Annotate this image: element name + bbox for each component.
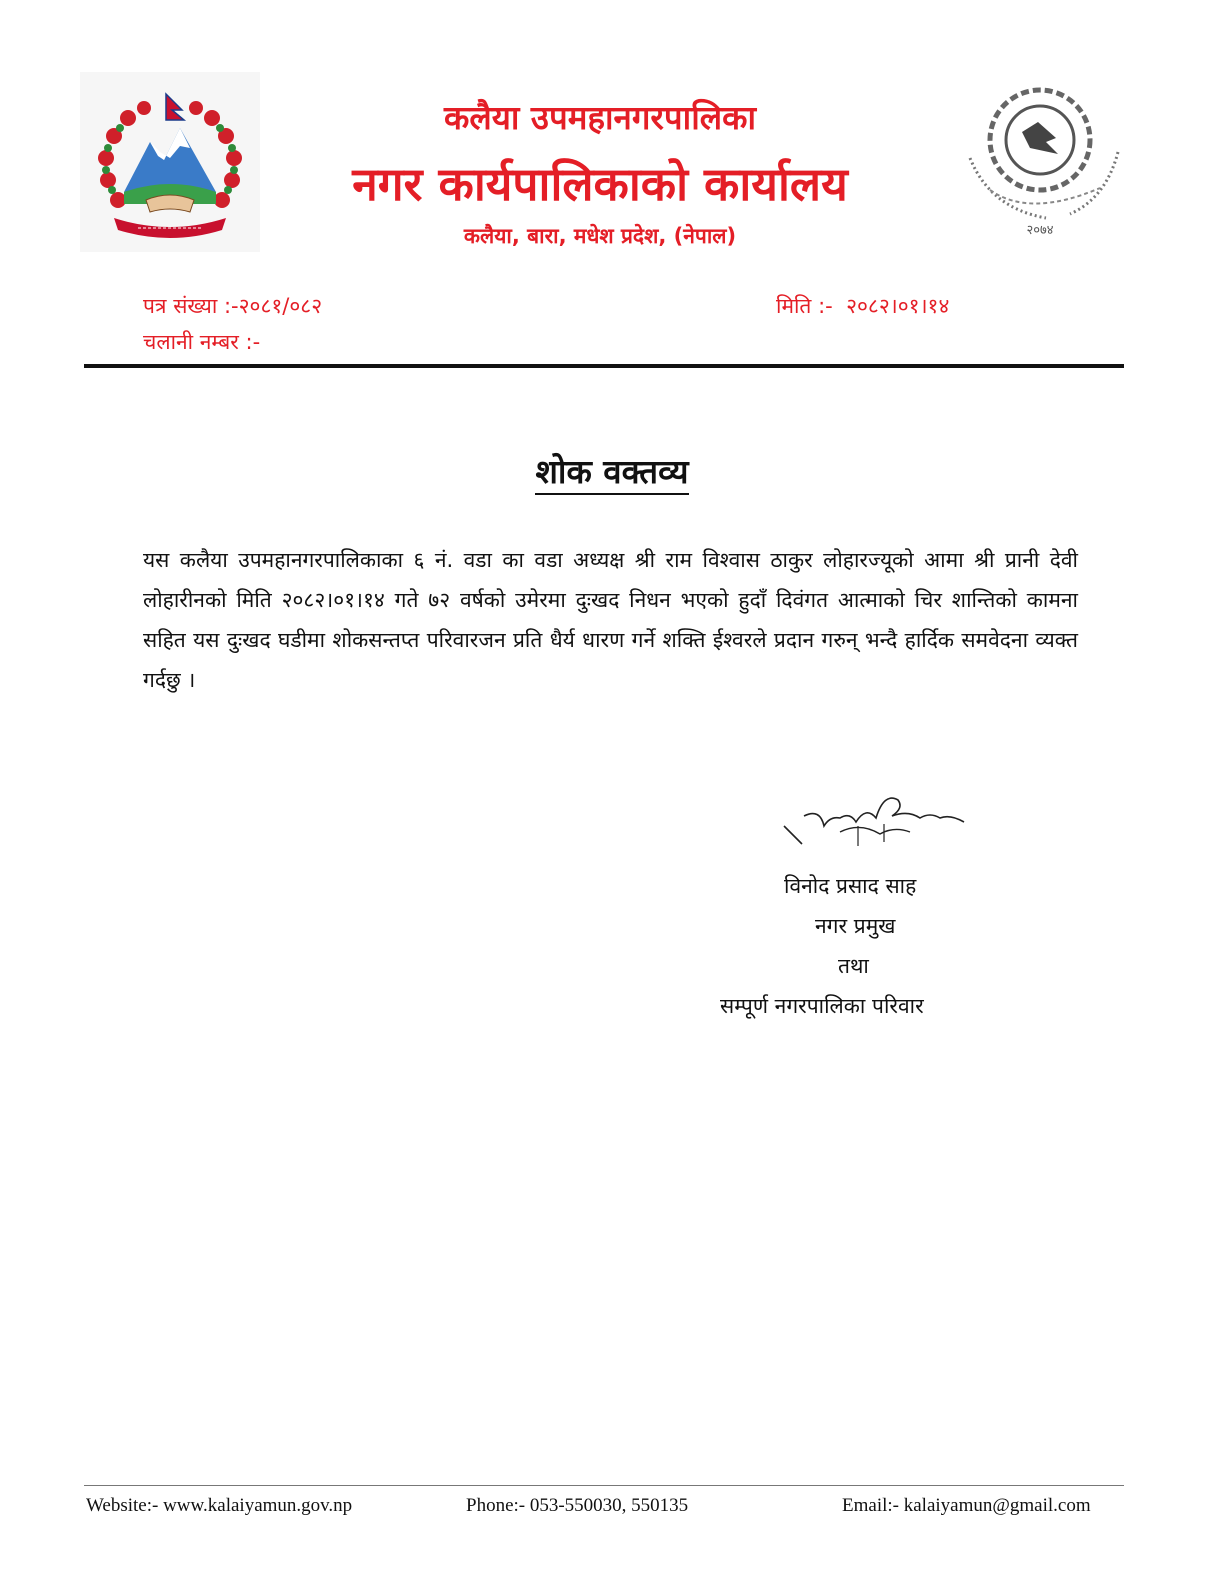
letter-number-value: २०८१/०८२ (238, 294, 323, 318)
footer-website: Website:- www.kalaiyamun.gov.np (86, 1495, 353, 1516)
condolence-paragraph: यस कलैया उपमहानगरपालिकाका ६ नं. वडा का वडा अध्यक्ष श्री राम विश्वास ठाकुर लोहारज्यूको आमा श्री प्रानी देवी लोहारीनको मिति २०८२।०१।१४ गते ७२ वर्षको उमेरमा दुःखद निधन भएको हुदाँ दिवंगत आत्माको चिर शान्तिको कामना सहित यस दुःखद घडीमा शोकसन्तप्त परिवारजन प्रति धैर्य धारण गर्ने शक्ति ईश्वरले प्रदान गरुन् भन्दै हार्दिक समवेदना व्यक्त गर्दछु । (143, 548, 1078, 692)
dispatch-number (143, 328, 260, 356)
document-title-text: शोक वक्तव्य (535, 452, 688, 495)
letter-number-label: पत्र संख्या :- (143, 294, 239, 318)
footer-email: Email:- kalaiyamun@gmail.com (842, 1495, 1091, 1516)
nepal-emblem-logo (80, 72, 260, 252)
office-address: कलैया, बारा, मधेश प्रदेश, (नेपाल) (463, 224, 737, 248)
document-title (0, 448, 1224, 493)
office-name: नगर कार्यपालिकाको कार्यालय (352, 157, 848, 211)
signatory-designation: नगर प्रमुख (815, 914, 896, 938)
header-divider (84, 364, 1124, 368)
seal-year: २०७४ (1026, 223, 1054, 238)
municipality-name: कलैया उपमहानगरपालिका (443, 98, 757, 137)
signature-conjunction: तथा (838, 954, 869, 978)
signatory-name: विनोद प्रसाद साह (784, 874, 917, 898)
letter-date (776, 292, 949, 320)
footer-divider (84, 1485, 1124, 1486)
date-value: २०८२।०१।१४ (846, 294, 950, 318)
dispatch-number-label: चलानी नम्बर :- (143, 330, 261, 354)
footer-phone: Phone:- 053-550030, 550135 (466, 1495, 689, 1516)
letter-number (143, 292, 322, 320)
signatory-organization: सम्पूर्ण नगरपालिका परिवार (720, 994, 924, 1018)
handwritten-signature (780, 786, 970, 858)
office-seal-stamp (950, 68, 1130, 248)
date-label: मिति :- (776, 294, 833, 318)
